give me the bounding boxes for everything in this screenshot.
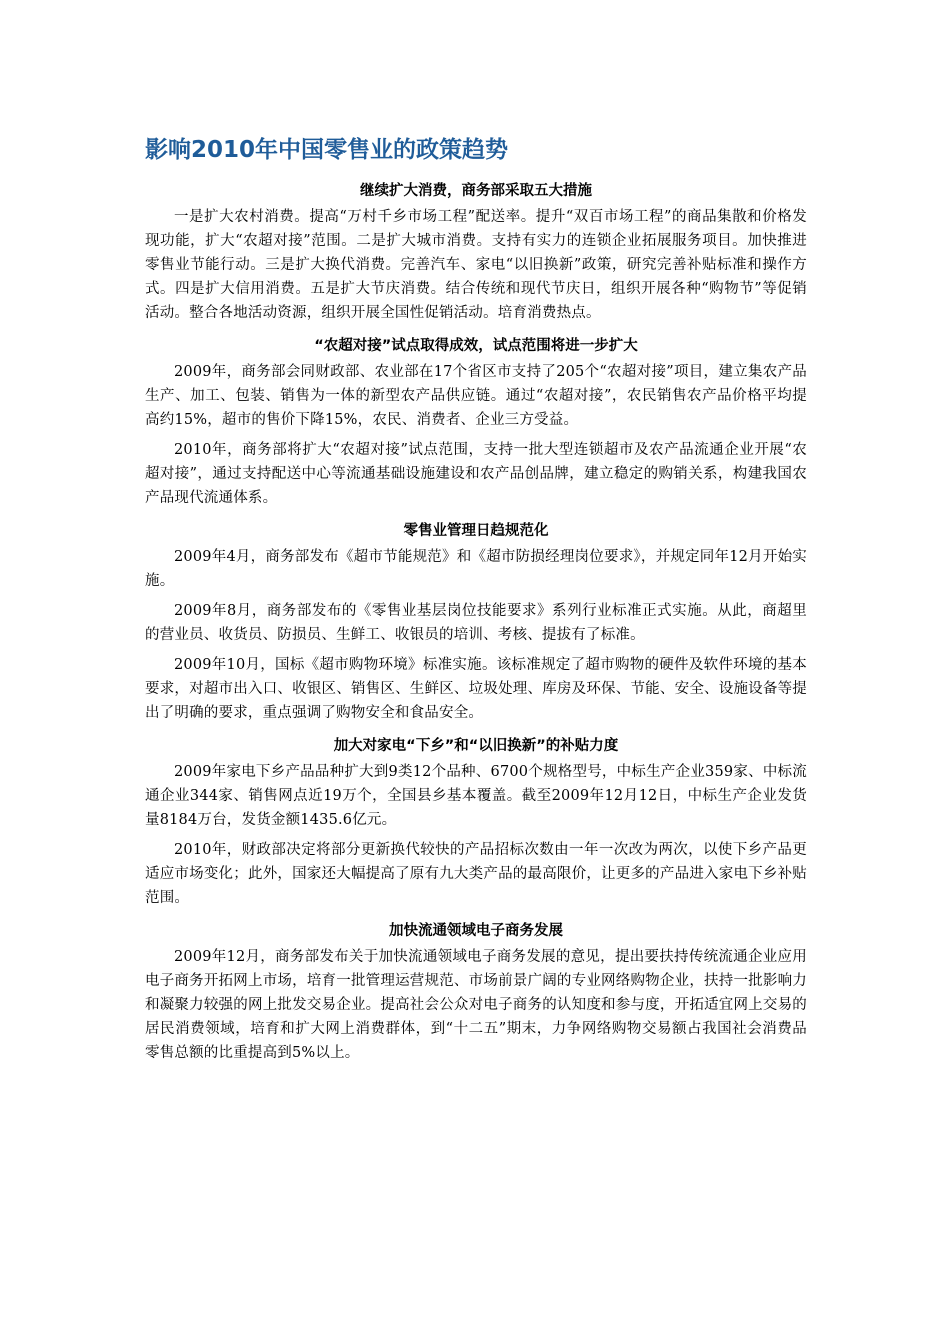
paragraph: 2009年，商务部会同财政部、农业部在17个省区市支持了205个“农超对接”项目，建立集农产品生产、加工、包装、销售为一体的新型农产品供应链。通过“农超对接”，农民销售农产品价格平均提高约15%，超市的售价下降15%，农民、消费者、企业三方受益。 — [145, 364, 807, 428]
section-appliance-subsidy — [145, 731, 807, 910]
paragraph: 2009年8月，商务部发布的《零售业基层岗位技能要求》系列行业标准正式实施。从此，商超里的营业员、收货员、防损员、生鲜工、收银员的培训、考核、提拔有了标准。 — [145, 603, 807, 643]
section-retail-standards — [145, 516, 807, 725]
paragraph: 2010年，财政部决定将部分更新换代较快的产品招标次数由一年一次改为两次，以使下乡产品更适应市场变化；此外，国家还大幅提高了原有九大类产品的最高限价，让更多的产品进入家电下乡补贴范围。 — [145, 842, 807, 906]
paragraph: 2009年家电下乡产品品种扩大到9类12个品种、6700个规格型号，中标生产企业359家、中标流通企业344家、销售网点近19万个，全国县乡基本覆盖。截至2009年12月12日，中标生产企业发货量8184万台，发货金额1435.6亿元。 — [145, 764, 807, 828]
paragraph: 2009年12月，商务部发布关于加快流通领域电子商务发展的意见，提出要扶持传统流通企业应用电子商务开拓网上市场，培育一批管理运营规范、市场前景广阔的专业网络购物企业，扶持一批影响力和凝聚力较强的网上批发交易企业。提高社会公众对电子商务的认知度和参与度，开拓适宜网上交易的居民消费领域，培育和扩大网上消费群体，到“十二五”期末，力争网络购物交易额占我国社会消费品零售总额的比重提高到5%以上。 — [145, 949, 807, 1061]
section-farm-supermarket — [145, 331, 807, 510]
section-heading: “农超对接”试点取得成效，试点范围将进一步扩大 — [314, 338, 638, 354]
section-expand-consumption — [145, 176, 807, 325]
section-ecommerce — [145, 916, 807, 1065]
paragraph: 一是扩大农村消费。提高“万村千乡市场工程”配送率。提升“双百市场工程”的商品集散和价格发现功能，扩大“农超对接”范围。二是扩大城市消费。支持有实力的连锁企业拓展服务项目。加快推进零售业节能行动。三是扩大换代消费。完善汽车、家电“以旧换新”政策，研究完善补贴标准和操作方式。四是扩大信用消费。五是扩大节庆消费。结合传统和现代节庆日，组织开展各种“购物节”等促销活动。整合各地活动资源，组织开展全国性促销活动。培育消费热点。 — [145, 209, 807, 321]
paragraph: 2009年10月，国标《超市购物环境》标准实施。该标准规定了超市购物的硬件及软件环境的基本要求，对超市出入口、收银区、销售区、生鲜区、垃圾处理、库房及环保、节能、安全、设施设备等提出了明确的要求，重点强调了购物安全和食品安全。 — [145, 657, 807, 721]
section-heading: 继续扩大消费，商务部采取五大措施 — [360, 183, 592, 199]
paragraph: 2010年，商务部将扩大“农超对接”试点范围，支持一批大型连锁超市及农产品流通企业开展“农超对接”，通过支持配送中心等流通基础设施建设和农产品创品牌，建立稳定的购销关系，构建我国农产品现代流通体系。 — [145, 442, 807, 506]
paragraph: 2009年4月，商务部发布《超市节能规范》和《超市防损经理岗位要求》，并规定同年12月开始实施。 — [145, 549, 807, 589]
document-page — [145, 134, 807, 1071]
section-heading: 加大对家电“下乡”和“以旧换新”的补贴力度 — [333, 738, 619, 754]
section-heading: 零售业管理日趋规范化 — [403, 523, 549, 539]
document-title: 影响2010年中国零售业的政策趋势 — [145, 137, 509, 163]
section-heading: 加快流通领域电子商务发展 — [389, 923, 563, 939]
